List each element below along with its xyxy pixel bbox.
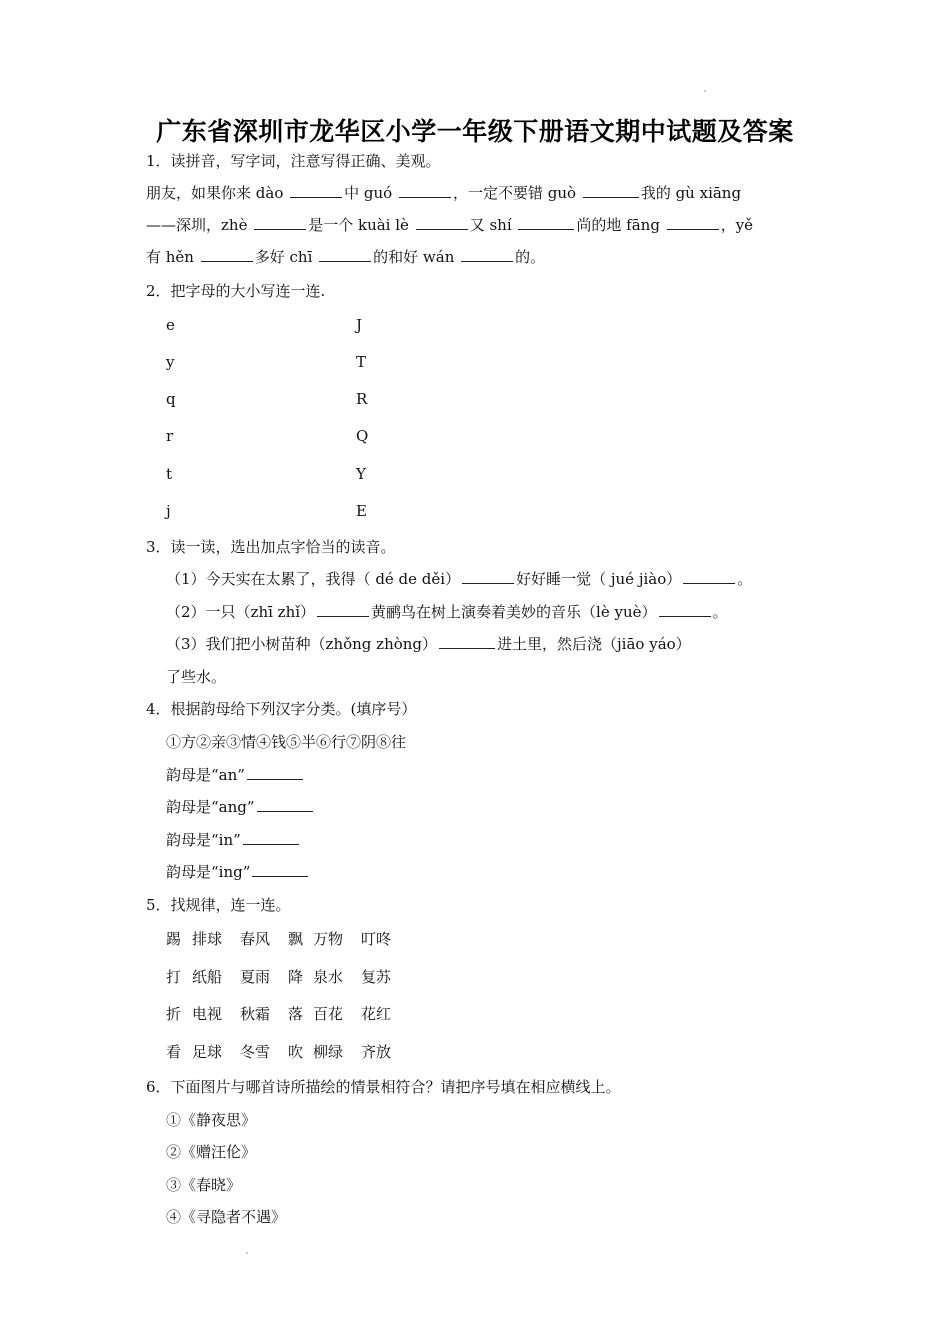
match-word[interactable]: 万物 xyxy=(313,930,344,948)
answer-blank[interactable] xyxy=(659,602,711,617)
match-word[interactable]: 齐放 xyxy=(361,1043,392,1061)
speck-mark xyxy=(704,90,706,92)
answer-blank[interactable] xyxy=(247,765,303,780)
uppercase-letter[interactable]: E xyxy=(356,502,367,520)
q2-heading: 2．把字母的大小写连一连. xyxy=(146,282,326,300)
answer-blank[interactable] xyxy=(461,247,513,262)
match-word[interactable]: 叮咚 xyxy=(361,930,392,948)
q1-line-2: ——深圳，zhè 是一个 kuài lè 又 shí 尚的地 fāng ，yě xyxy=(146,216,754,234)
lowercase-letter[interactable]: r xyxy=(166,427,174,445)
match-word[interactable]: 柳绿 xyxy=(313,1043,344,1061)
q4-row: 韵母是“ing” xyxy=(166,862,310,882)
uppercase-letter[interactable]: J xyxy=(356,316,363,334)
answer-blank[interactable] xyxy=(416,215,468,230)
answer-blank[interactable] xyxy=(254,215,306,230)
page-title: 广东省深圳市龙华区小学一年级下册语文期中试题及答案 xyxy=(156,117,794,146)
match-word[interactable]: 落 xyxy=(288,1005,304,1023)
match-word[interactable]: 冬雪 xyxy=(240,1043,271,1061)
q3-line-4: 了些水。 xyxy=(166,668,227,686)
match-word[interactable]: 折 xyxy=(166,1005,182,1023)
answer-blank[interactable] xyxy=(243,830,299,845)
q3-line-3: （3）我们把小树苗种（zhǒng zhòng） 进土里，然后浇（jiāo yáo） xyxy=(166,635,691,653)
answer-blank[interactable] xyxy=(399,183,451,198)
match-word[interactable]: 百花 xyxy=(313,1005,344,1023)
q3-line-1: （1）今天实在太累了，我得（ dé de děi） 好好睡一觉（ jué jiào） 。 xyxy=(166,570,753,588)
q1-line-3: 有 hěn 多好 chī 的和好 wán 的。 xyxy=(146,248,546,266)
q5-heading: 5．找规律，连一连。 xyxy=(146,896,291,914)
uppercase-letter[interactable]: Y xyxy=(356,465,366,483)
lowercase-letter[interactable]: e xyxy=(166,316,175,334)
poem-option: ④《寻隐者不遇》 xyxy=(166,1208,287,1226)
q4-characters: ①方②亲③情④钱⑤半⑥行⑦阴⑧往 xyxy=(166,733,407,751)
answer-blank[interactable] xyxy=(667,215,719,230)
lowercase-letter[interactable]: t xyxy=(166,465,173,483)
q3-line-2: （2）一只（zhī zhǐ） 黄鹂鸟在树上演奏着美妙的音乐（lè yuè） 。 xyxy=(166,603,728,621)
answer-blank[interactable] xyxy=(583,183,639,198)
answer-blank[interactable] xyxy=(257,797,313,812)
answer-blank[interactable] xyxy=(317,602,369,617)
lowercase-letter[interactable]: y xyxy=(166,353,175,371)
answer-blank[interactable] xyxy=(462,569,514,584)
poem-option: ③《春晓》 xyxy=(166,1176,242,1194)
match-word[interactable]: 复苏 xyxy=(361,968,392,986)
match-word[interactable]: 花红 xyxy=(361,1005,392,1023)
match-word[interactable]: 电视 xyxy=(192,1005,223,1023)
q4-row: 韵母是“an” xyxy=(166,765,305,785)
match-word[interactable]: 看 xyxy=(166,1043,182,1061)
q1-line-1: 朋友，如果你来 dào 中 guó ，一定不要错 guò 我的 gù xiāng xyxy=(146,184,742,202)
answer-blank[interactable] xyxy=(319,247,371,262)
match-word[interactable]: 飘 xyxy=(288,930,304,948)
q3-heading: 3．读一读，选出加点字恰当的读音。 xyxy=(146,538,396,556)
match-word[interactable]: 降 xyxy=(288,968,304,986)
match-word[interactable]: 排球 xyxy=(192,930,223,948)
q4-row: 韵母是“ang” xyxy=(166,797,315,817)
match-word[interactable]: 秋霜 xyxy=(240,1005,271,1023)
match-word[interactable]: 泉水 xyxy=(313,968,344,986)
match-word[interactable]: 纸船 xyxy=(192,968,223,986)
q6-heading: 6．下面图片与哪首诗所描绘的情景相符合？请把序号填在相应横线上。 xyxy=(146,1078,621,1096)
answer-blank[interactable] xyxy=(252,862,308,877)
match-word[interactable]: 踢 xyxy=(166,930,182,948)
match-word[interactable]: 足球 xyxy=(192,1043,223,1061)
uppercase-letter[interactable]: R xyxy=(356,390,368,408)
q1-heading: 1．读拼音，写字词，注意写得正确、美观。 xyxy=(146,152,441,170)
poem-option: ②《赠汪伦》 xyxy=(166,1143,257,1161)
answer-blank[interactable] xyxy=(439,634,495,649)
poem-option: ①《静夜思》 xyxy=(166,1111,257,1129)
answer-blank[interactable] xyxy=(683,569,735,584)
match-word[interactable]: 吹 xyxy=(288,1043,304,1061)
match-word[interactable]: 春风 xyxy=(240,930,271,948)
match-word[interactable]: 打 xyxy=(166,968,182,986)
answer-blank[interactable] xyxy=(518,215,574,230)
match-word[interactable]: 夏雨 xyxy=(240,968,271,986)
q4-heading: 4．根据韵母给下列汉字分类。(填序号） xyxy=(146,700,417,718)
uppercase-letter[interactable]: T xyxy=(356,353,367,371)
speck-mark xyxy=(246,1252,248,1254)
lowercase-letter[interactable]: j xyxy=(166,502,171,520)
answer-blank[interactable] xyxy=(201,247,253,262)
uppercase-letter[interactable]: Q xyxy=(356,427,369,445)
lowercase-letter[interactable]: q xyxy=(166,390,176,408)
q4-row: 韵母是“in” xyxy=(166,830,301,850)
answer-blank[interactable] xyxy=(290,183,342,198)
